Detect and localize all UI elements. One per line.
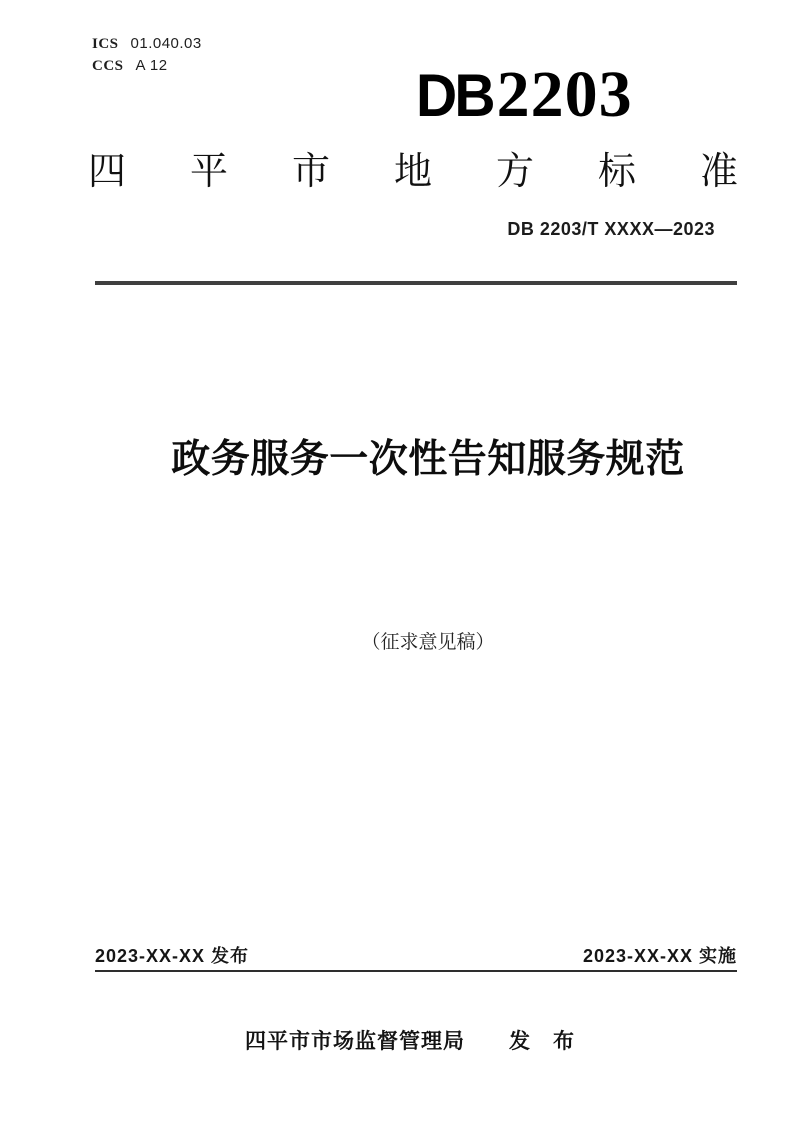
db-standard-logo [416,58,633,131]
dates-row [95,942,737,968]
standard-type-name: 四平市地方标准 [88,151,738,193]
ics-label: ICS [92,36,119,52]
draft-status-note: （征求意见稿） [361,632,495,653]
document-title: 政务服务一次性告知服务规范 [171,438,685,481]
implementation-date: 2023-XX-XX 实施 [582,946,737,966]
ccs-line [92,55,202,77]
header-rule [95,281,737,285]
publisher-line: 四平市市场监督管理局 发 布 [245,1030,575,1053]
issue-date: 2023-XX-XX 发布 [95,946,250,966]
ics-line [92,33,202,55]
ccs-label: CCS [92,58,124,74]
ccs-value: A 12 [135,57,168,74]
db-logo-number: 2203 [496,58,633,131]
ics-value: 01.040.03 [130,35,202,52]
footer-rule [95,970,737,972]
db-logo-prefix: DB [416,62,493,129]
classification-codes [92,33,202,77]
document-number: DB 2203/T XXXX—2023 [507,219,715,239]
